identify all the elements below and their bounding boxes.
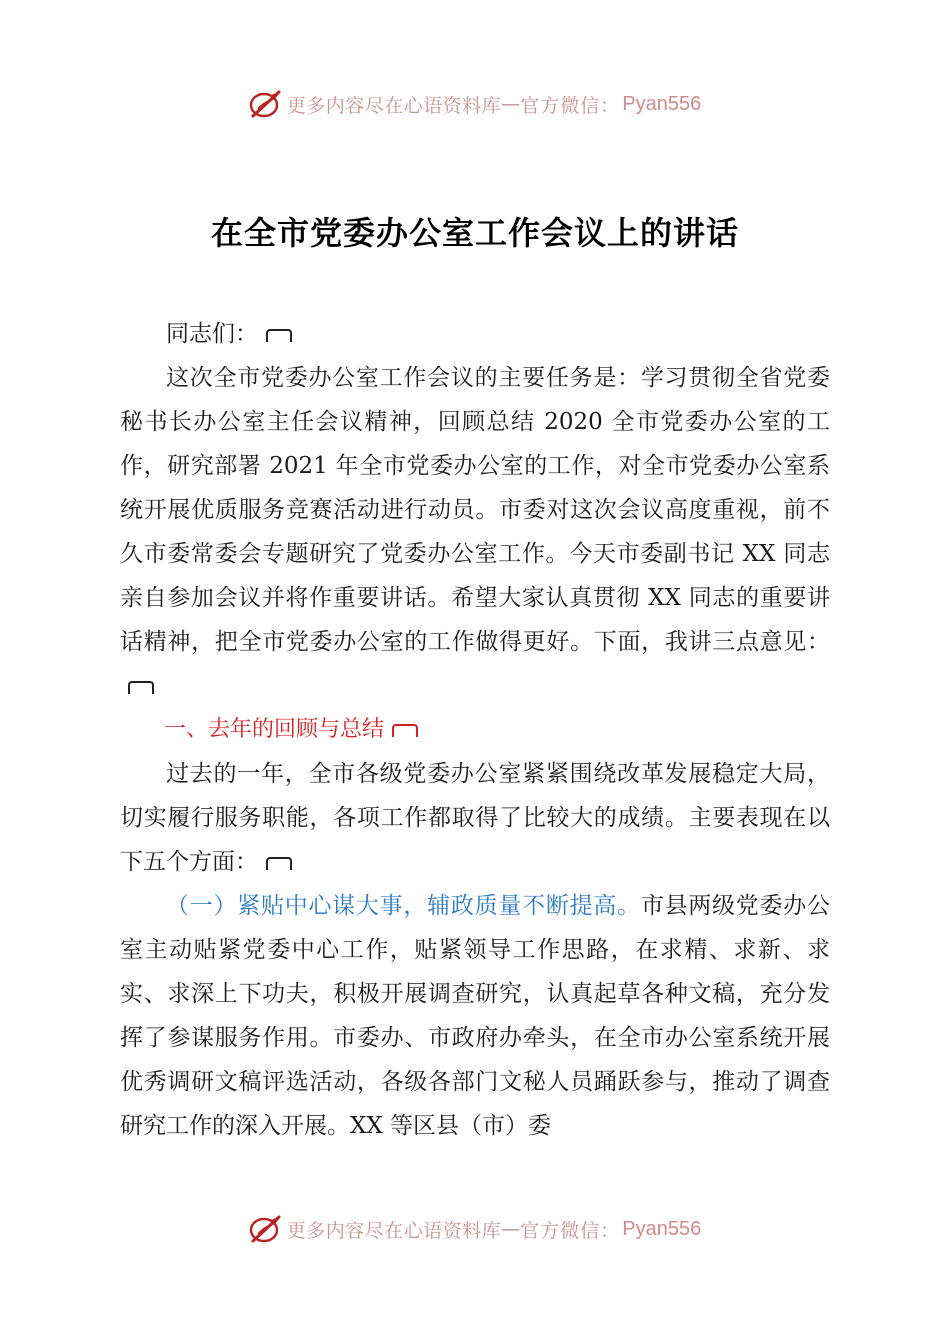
- subsection-1-heading: （一）紧贴中心谋大事，辅政质量不断提高。: [166, 893, 641, 919]
- watermark-wechat-label: 官方微信：: [520, 1219, 621, 1242]
- document-body: [120, 312, 830, 1148]
- watermark-banner-bottom: [0, 1209, 950, 1249]
- watermark-text: 更多内容尽在心语资料库: [286, 1219, 502, 1242]
- intro-text: 这次全市党委办公室工作会议的主要任务是：学习贯彻全省党委秘书长办公室主任会议精神，回顾总结 2020 全市党委办公室的工作，研究部署 2021 年全市党委办公室的工作，对全市党委办公室系统开展优质服务竞赛活动进行动员。市委对这次会议高度重视，前不久市委常委会专题研究了党委办公室工作。今天市委副书记 XX 同志亲自参加会议并将作重要讲话。希望大家认真贯彻 XX 同志的重要讲话精神，把全市党委办公室的工作做得更好。下面，我讲三点意见：: [120, 365, 830, 655]
- quill-logo-icon: [249, 1214, 283, 1244]
- subsection-1-text: 市县两级党委办公室主动贴紧党委中心工作，贴紧领导工作思路，在求精、求新、求实、求深上下功夫，积极开展调查研究，认真起草各种文稿，充分发挥了参谋服务作用。市委办、市政府办牵头，在全市办公室系统开展优秀调研文稿评选活动，各级各部门文秘人员踊跃参与，推动了调查研究工作的深入开展。XX 等区县（市）委: [120, 893, 831, 1139]
- salutation: [120, 312, 830, 356]
- document-title: 在全市党委办公室工作会议上的讲话: [210, 214, 739, 252]
- subsection-1-paragraph: [120, 884, 830, 1148]
- paragraph-mark-icon: [266, 329, 292, 342]
- section-heading-1: [120, 708, 830, 752]
- paragraph-mark-icon: [266, 857, 292, 870]
- watermark-wechat-label: 官方微信：: [520, 94, 621, 117]
- watermark-text: 更多内容尽在心语资料库: [286, 94, 502, 117]
- salutation-text: 同志们：: [166, 321, 258, 347]
- watermark-banner-top: [0, 84, 950, 124]
- section-1-paragraph: [120, 752, 830, 884]
- watermark-wechat-id: Pyan556: [622, 1217, 702, 1240]
- section-1-text: 过去的一年，全市各级党委办公室紧紧围绕改革发展稳定大局，切实履行服务职能，各项工作都取得了比较大的成绩。主要表现在以下五个方面：: [120, 761, 830, 875]
- paragraph-mark-icon: [128, 681, 154, 694]
- section-heading-1-text: 一、去年的回顾与总结: [164, 717, 385, 742]
- quill-logo-icon: [249, 89, 283, 119]
- watermark-separator: —: [501, 93, 521, 115]
- paragraph-mark-icon: [392, 724, 418, 737]
- watermark-separator: —: [501, 1218, 521, 1240]
- intro-paragraph: [120, 356, 830, 708]
- watermark-wechat-id: Pyan556: [622, 92, 702, 115]
